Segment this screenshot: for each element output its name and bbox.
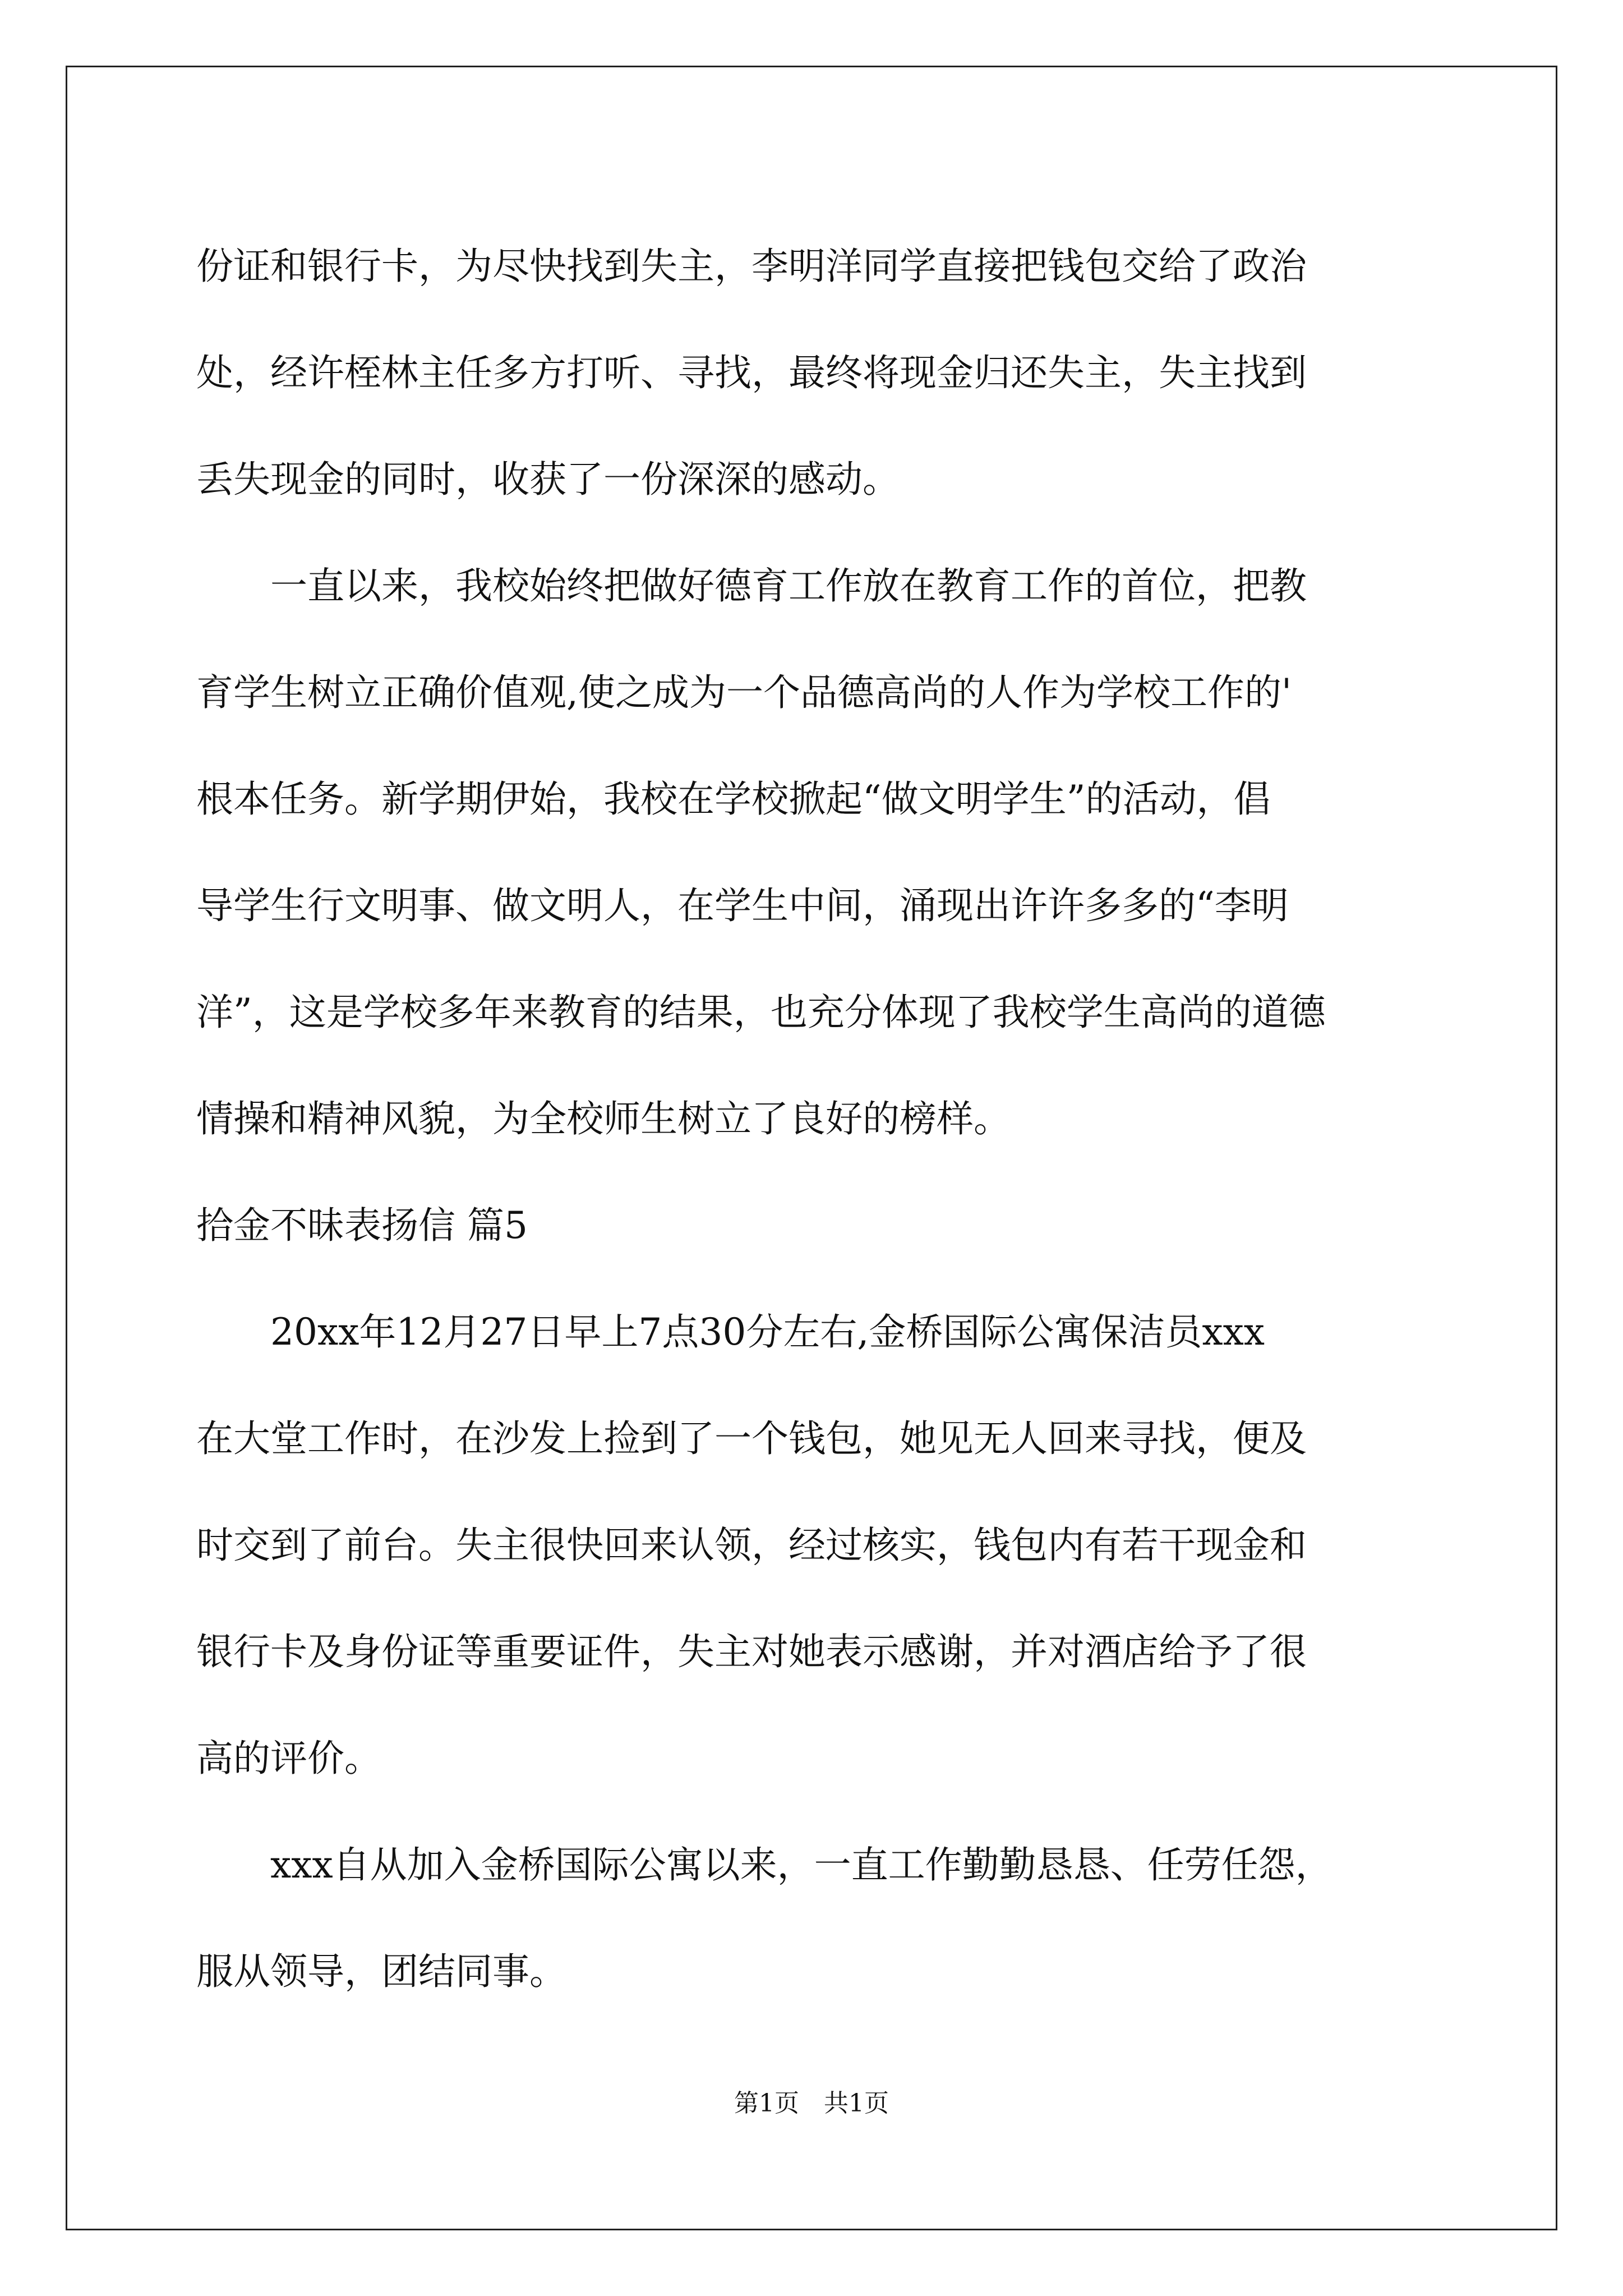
- text-line: 根本任务。新学期伊始，我校在学校掀起“做文明学生”的活动，倡: [196, 777, 1271, 821]
- text-line: 丢失现金的同时，收获了一份深深的感动。: [196, 458, 900, 501]
- text-line: 服从领导，团结同事。: [196, 1950, 566, 1993]
- text-line: 导学生行文明事、做文明人，在学生中间，涌现出许许多多的“李明: [196, 884, 1289, 927]
- text-line: xxx自从加入金桥国际公寓以来，一直工作勤勤恳恳、任劳任怨，: [270, 1843, 1332, 1887]
- text-line: 处，经许桎林主任多方打听、寻找，最终将现金归还失主，失主找到: [196, 351, 1307, 394]
- text-line: 洋”，这是学校多年来教育的结果，也充分体现了我校学生高尚的道德: [196, 991, 1326, 1034]
- text-line: 时交到了前台。失主很快回来认领，经过核实，钱包内有若干现金和: [196, 1524, 1307, 1567]
- text-line: 情操和精神风貌，为全校师生树立了良好的榜样。: [196, 1097, 1011, 1140]
- page-number-footer: 第1页 共1页: [734, 2089, 889, 2118]
- text-line: 在大堂工作时，在沙发上捡到了一个钱包，她见无人回来寻找，便及: [196, 1417, 1307, 1460]
- section-heading: 拾金不昧表扬信 篇5: [196, 1204, 528, 1247]
- text-line: 高的评价。: [196, 1737, 381, 1780]
- text-line: 份证和银行卡，为尽快找到失主，李明洋同学直接把钱包交给了政治: [196, 245, 1307, 288]
- text-line: 20xx年12月27日早上7点30分左右,金桥国际公寓保洁员xxx: [270, 1310, 1265, 1354]
- document-body: [196, 213, 1430, 2025]
- text-line: 银行卡及身份证等重要证件，失主对她表示感谢，并对酒店给予了很: [196, 1630, 1307, 1673]
- text-line: 育学生树立正确价值观,使之成为一个品德高尚的人作为学校工作的': [196, 671, 1292, 714]
- text-line: 一直以来，我校始终把做好德育工作放在教育工作的首位，把教: [270, 564, 1307, 608]
